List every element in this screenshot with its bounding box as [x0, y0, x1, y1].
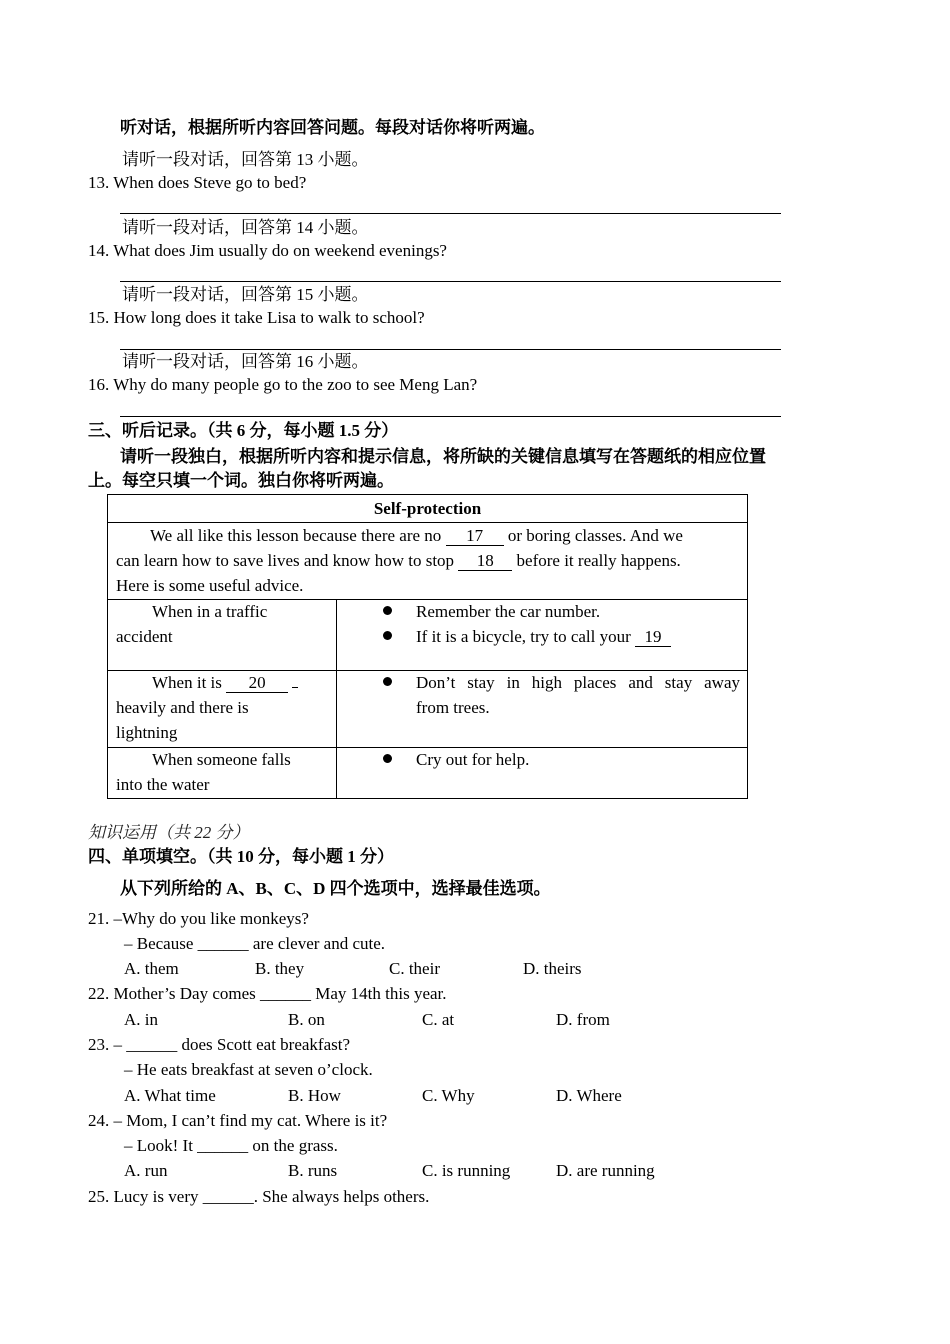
answer-line-14[interactable] — [120, 281, 781, 282]
section4-heading: 四、单项填空。（共 10 分，每小题 1 分） — [88, 847, 394, 866]
row1-right-1: Remember the car number. — [416, 602, 601, 621]
q21-line1: 21. –Why do you like monkeys? — [88, 909, 309, 928]
answer-line-16[interactable] — [120, 416, 781, 417]
row2-right-1b: from trees. — [416, 698, 490, 717]
intro-line-1 — [150, 523, 683, 548]
q22-option-a[interactable]: A. in — [124, 1010, 158, 1029]
row3-left-l1: When someone falls — [152, 750, 291, 769]
row2-left-l3: lightning — [116, 723, 178, 742]
prompt-14: 请听一段对话，回答第 14 小题。 — [122, 218, 369, 237]
self-protection-table — [107, 494, 748, 799]
row2-left-l1 — [152, 670, 298, 695]
blank-20-tail — [292, 687, 298, 688]
q24-line1: 24. – Mom, I can’t find my cat. Where is it? — [88, 1111, 388, 1130]
table-column-divider — [336, 599, 337, 799]
section3-heading: 三、听后记录。（共 6 分，每小题 1.5 分） — [88, 421, 399, 440]
bullet-icon — [383, 631, 392, 640]
row1-left-l1: When in a traffic — [152, 602, 268, 621]
row2-left-l2: heavily and there is — [116, 698, 249, 717]
q23-option-b[interactable]: B. How — [288, 1086, 341, 1105]
blank-17[interactable]: 17 — [446, 527, 504, 546]
row1-left-l2: accident — [116, 627, 173, 646]
section3-instruction-1: 请听一段独白，根据所听内容和提示信息，将所缺的关键信息填写在答题纸的相应位置 — [120, 447, 766, 466]
q24-line2: – Look! It ______ on the grass. — [124, 1136, 338, 1155]
q22-option-d[interactable]: D. from — [556, 1010, 610, 1029]
q24-option-d[interactable]: D. are running — [556, 1161, 655, 1180]
q22-option-b[interactable]: B. on — [288, 1010, 325, 1029]
question-16: 16. Why do many people go to the zoo to see Meng Lan? — [88, 375, 478, 394]
q21-option-b[interactable]: B. they — [255, 959, 305, 978]
bullet-icon — [383, 606, 392, 615]
bullet-icon — [383, 677, 392, 686]
blank-19[interactable]: 19 — [635, 628, 671, 647]
prompt-15: 请听一段对话，回答第 15 小题。 — [122, 285, 369, 304]
row3-left-l2: into the water — [116, 775, 210, 794]
intro-l2-post: before it really happens. — [516, 551, 681, 570]
listening-instruction: 听对话，根据所听内容回答问题。每段对话你将听两遍。 — [120, 118, 545, 137]
section4-instruction: 从下列所给的 A、B、C、D 四个选项中，选择最佳选项。 — [120, 879, 551, 898]
question-15: 15. How long does it take Lisa to walk to school? — [88, 308, 425, 327]
q23-line2: – He eats breakfast at seven o’clock. — [124, 1060, 373, 1079]
bullet-icon — [383, 754, 392, 763]
knowledge-label: 知识运用（共 22 分） — [88, 823, 250, 842]
row1-right-2 — [416, 624, 671, 649]
q21-line2: – Because ______ are clever and cute. — [124, 934, 386, 953]
prompt-16: 请听一段对话，回答第 16 小题。 — [122, 352, 369, 371]
section3-instruction-2: 上。每空只填一个词。独白你将听两遍。 — [88, 471, 394, 490]
intro-line-3: Here is some useful advice. — [116, 576, 304, 595]
question-14: 14. What does Jim usually do on weekend evenings? — [88, 241, 447, 260]
q24-option-c[interactable]: C. is running — [422, 1161, 511, 1180]
q23-option-a[interactable]: A. What time — [124, 1086, 216, 1105]
table-title: Self-protection — [373, 499, 482, 518]
q23-option-d[interactable]: D. Where — [556, 1086, 622, 1105]
question-13: 13. When does Steve go to bed? — [88, 173, 307, 192]
intro-l1-pre: We all like this lesson because there are no — [150, 526, 442, 545]
prompt-13: 请听一段对话，回答第 13 小题。 — [122, 150, 369, 169]
intro-line-2 — [116, 548, 681, 573]
q24-option-a[interactable]: A. run — [124, 1161, 168, 1180]
q22-option-c[interactable]: C. at — [422, 1010, 455, 1029]
intro-l2-pre: can learn how to save lives and know how to stop — [116, 551, 455, 570]
q22-line1: 22. Mother’s Day comes ______ May 14th this year. — [88, 984, 447, 1003]
q23-option-c[interactable]: C. Why — [422, 1086, 475, 1105]
q21-option-d[interactable]: D. theirs — [523, 959, 582, 978]
q24-option-b[interactable]: B. runs — [288, 1161, 338, 1180]
row1-right-2-pre: If it is a bicycle, try to call your — [416, 627, 631, 646]
blank-20[interactable]: 20 — [226, 674, 288, 693]
q23-line1: 23. – ______ does Scott eat breakfast? — [88, 1035, 351, 1054]
q21-option-a[interactable]: A. them — [124, 959, 179, 978]
blank-18[interactable]: 18 — [458, 552, 512, 571]
q21-option-c[interactable]: C. their — [389, 959, 440, 978]
q25-line1: 25. Lucy is very ______. She always helps others. — [88, 1187, 430, 1206]
intro-l1-post: or boring classes. And we — [507, 526, 683, 545]
row3-right-1: Cry out for help. — [416, 750, 530, 769]
row2-left-pre: When it is — [152, 673, 222, 692]
row2-right-1a: Don’t stay in high places and stay away — [416, 673, 740, 692]
answer-line-15[interactable] — [120, 349, 781, 350]
answer-line-13[interactable] — [120, 213, 781, 214]
